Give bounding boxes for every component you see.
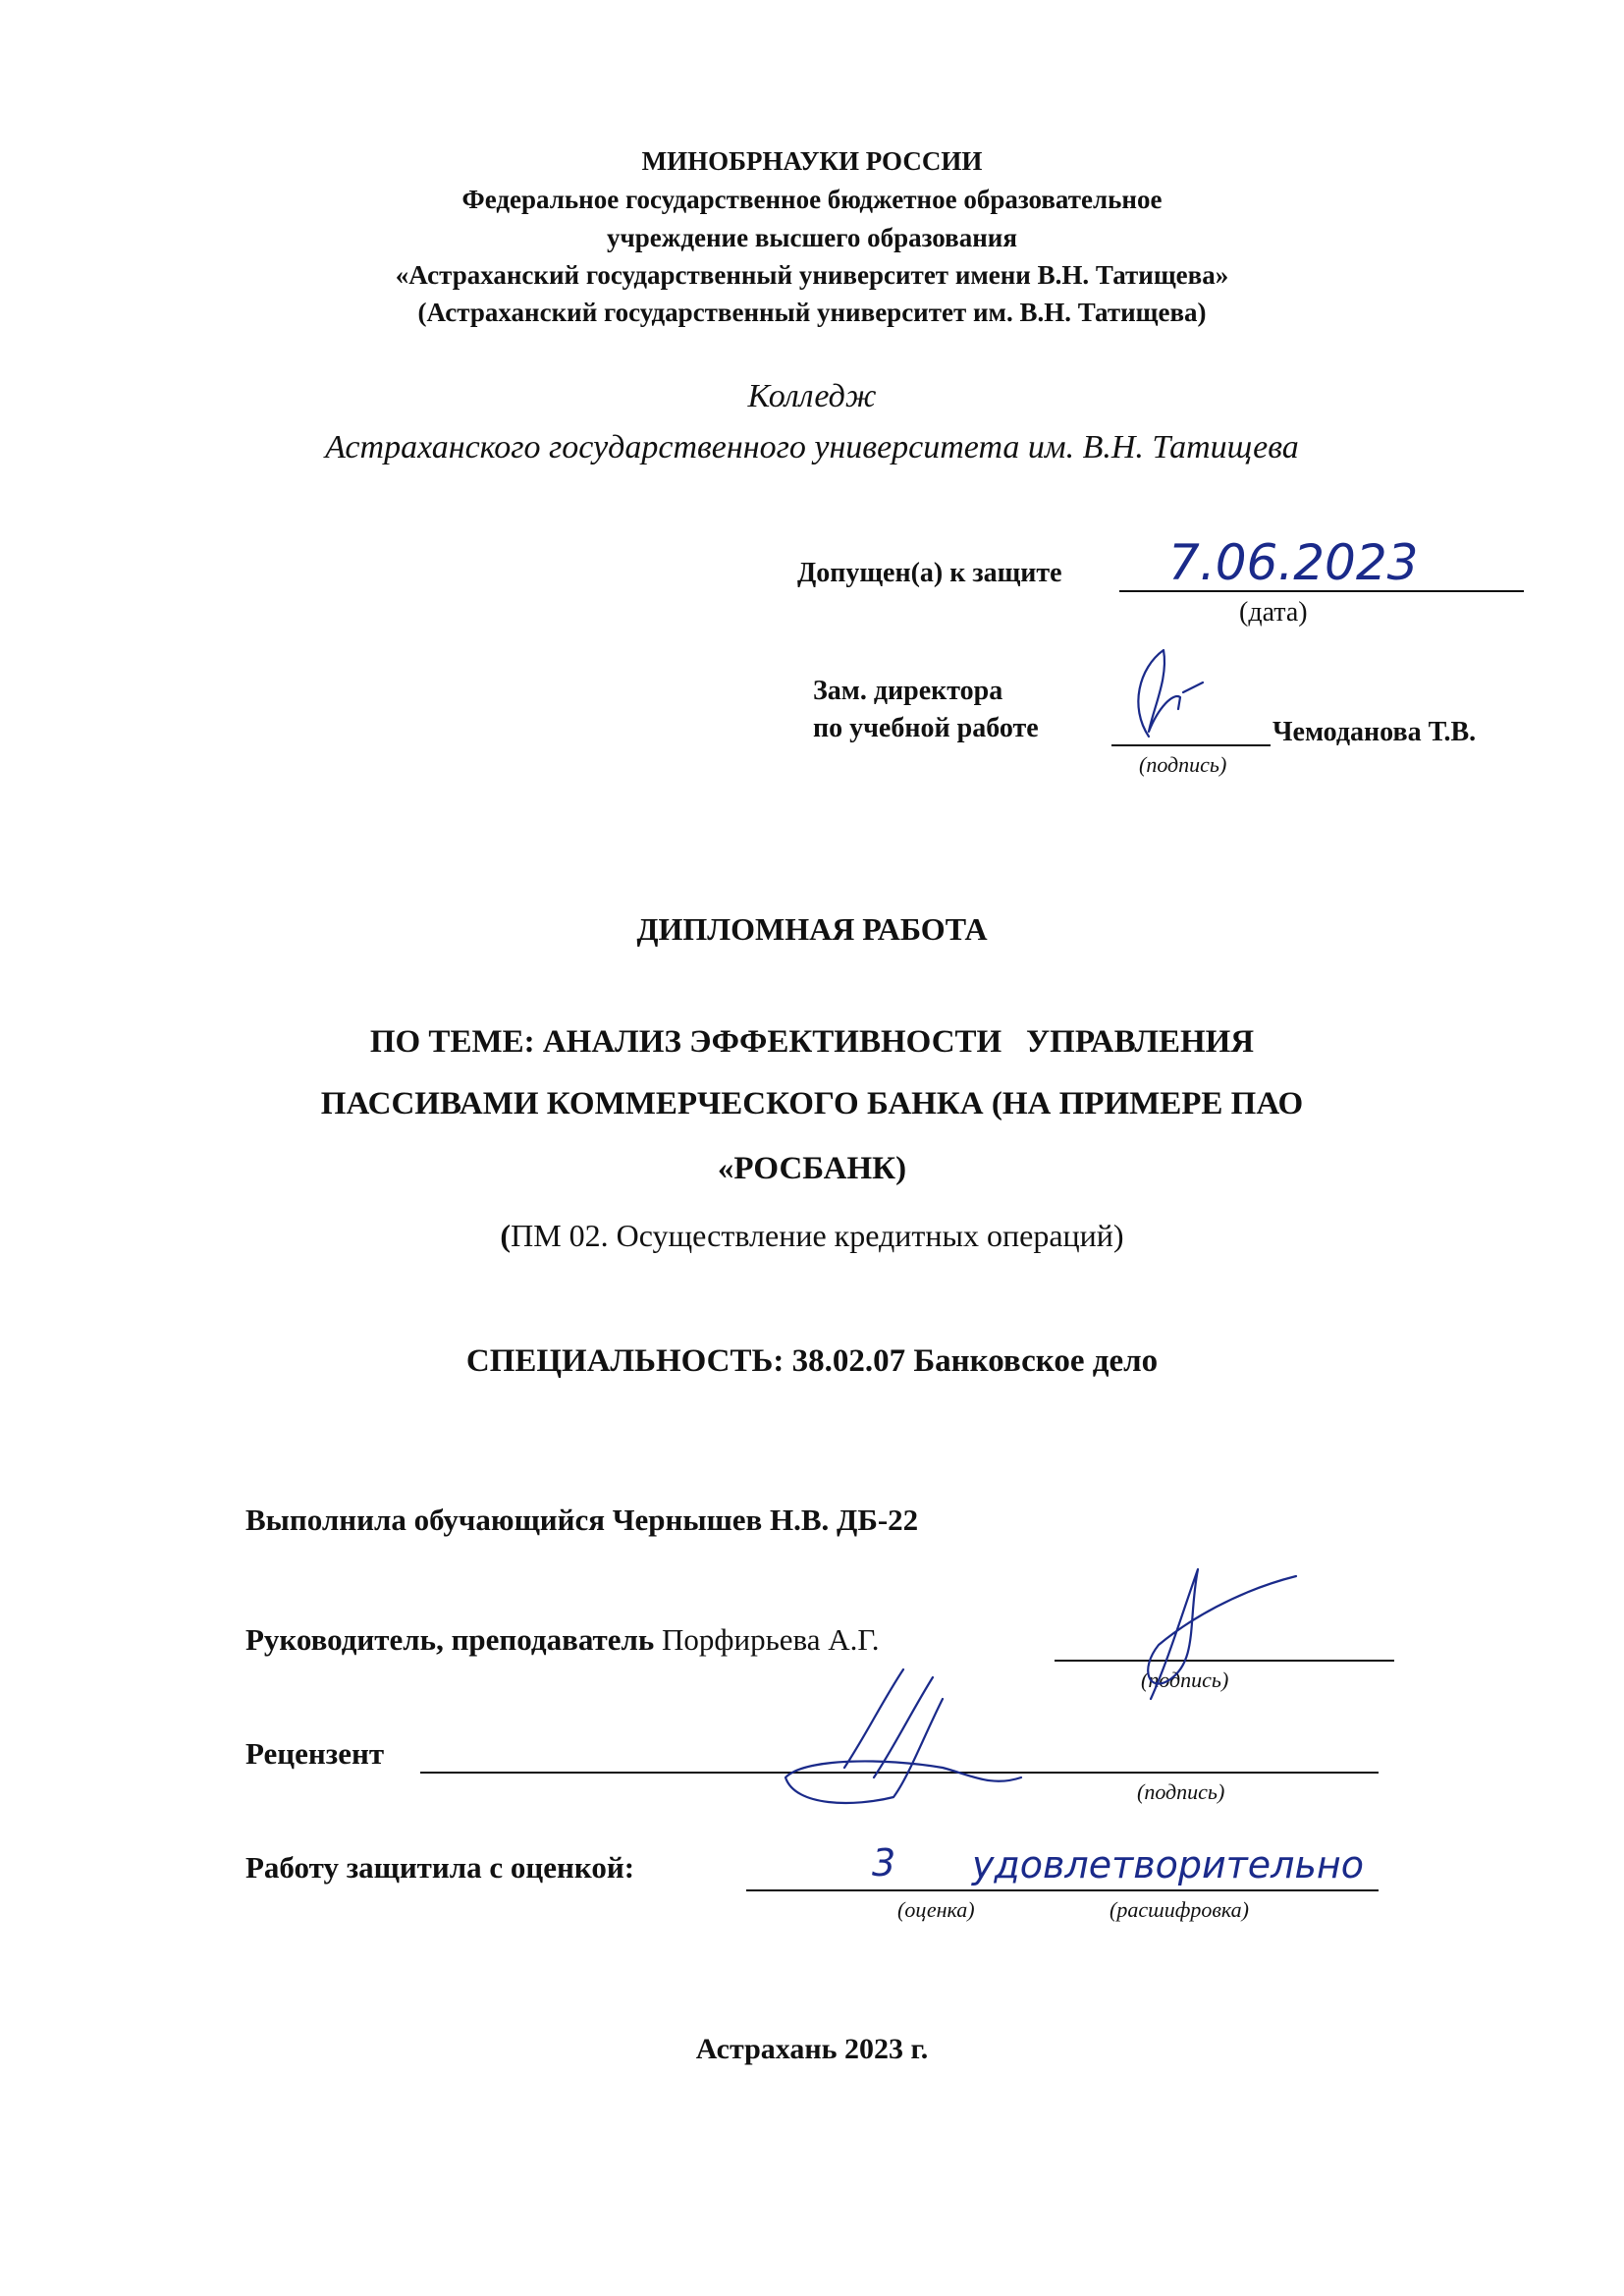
student-line: Выполнила обучающийся Чернышев Н.В. ДБ-22 [245,1503,919,1537]
specialty-label: СПЕЦИАЛЬНОСТЬ: [465,1343,785,1379]
grade-word-caption: (расшифровка) [1110,1897,1249,1922]
grade-caption: (оценка) [897,1897,975,1922]
reviewer-label: Рецензент [245,1736,385,1771]
reviewer-signature-caption: (подпись) [1137,1779,1225,1804]
reviewer-signature [776,1660,1070,1817]
supervisor-signature [1090,1561,1306,1709]
module-text: ПМ 02. Осуществление кредитных операций) [511,1218,1124,1253]
supervisor-name: Порфирьева А.Г. [662,1622,880,1657]
deputy-name: Чемоданова Т.В. [1272,717,1477,747]
deputy-title-line-2: по учебной работе [813,713,1039,743]
topic-line-3: «РОСБАНК) [717,1151,907,1186]
deputy-signature-caption: (подпись) [1139,752,1227,777]
specialty-value: 38.02.07 Банковское дело [791,1343,1159,1379]
deputy-title-line-1: Зам. директора [813,676,1003,706]
ministry-line: МИНОБРНАУКИ РОССИИ [641,146,983,176]
institution-type-line: Федеральное государственное бюджетное образовательное [461,185,1163,214]
institution-level-line: учреждение высшего образования [607,223,1017,252]
topic-line-2: ПАССИВАМИ КОММЕРЧЕСКОГО БАНКА (НА ПРИМЕРЕ ПАО [320,1086,1304,1121]
handwritten-date [1159,520,1453,599]
module-open-paren: ( [500,1218,512,1253]
topic-line-1: ПО ТЕМЕ: АНАЛИЗ ЭФФЕКТИВНОСТИ УПРАВЛЕНИЯ [369,1024,1255,1060]
work-type-title: ДИПЛОМНАЯ РАБОТА [636,911,988,947]
supervisor-label: Руководитель, преподаватель [245,1622,655,1657]
svg-text:удовлетворительно: удовлетворительно [972,1843,1364,1886]
admission-label: Допущен(а) к защите [797,558,1062,588]
deputy-signature [1110,638,1227,746]
supervisor-signature-caption: (подпись) [1141,1667,1229,1692]
specialty-line [0,1343,1624,1380]
college-line-2: Астраханского государственного университета им. В.Н. Татищева [325,429,1299,465]
grade-label: Работу защитила с оценкой: [245,1850,635,1885]
svg-text:7.06.2023: 7.06.2023 [1168,534,1419,591]
supervisor-line [245,1622,880,1658]
college-line-1: Колледж [747,378,877,414]
university-full-name: «Астраханский государственный университет имени В.Н. Татищева» [395,260,1229,290]
date-caption: (дата) [1239,597,1308,628]
handwritten-grade [864,1836,1375,1895]
university-short-name: (Астраханский государственный университет им. В.Н. Татищева) [417,298,1207,327]
module-line [0,1218,1624,1254]
city-year: Астрахань 2023 г. [695,2033,929,2065]
svg-text:3: 3 [872,1841,896,1885]
